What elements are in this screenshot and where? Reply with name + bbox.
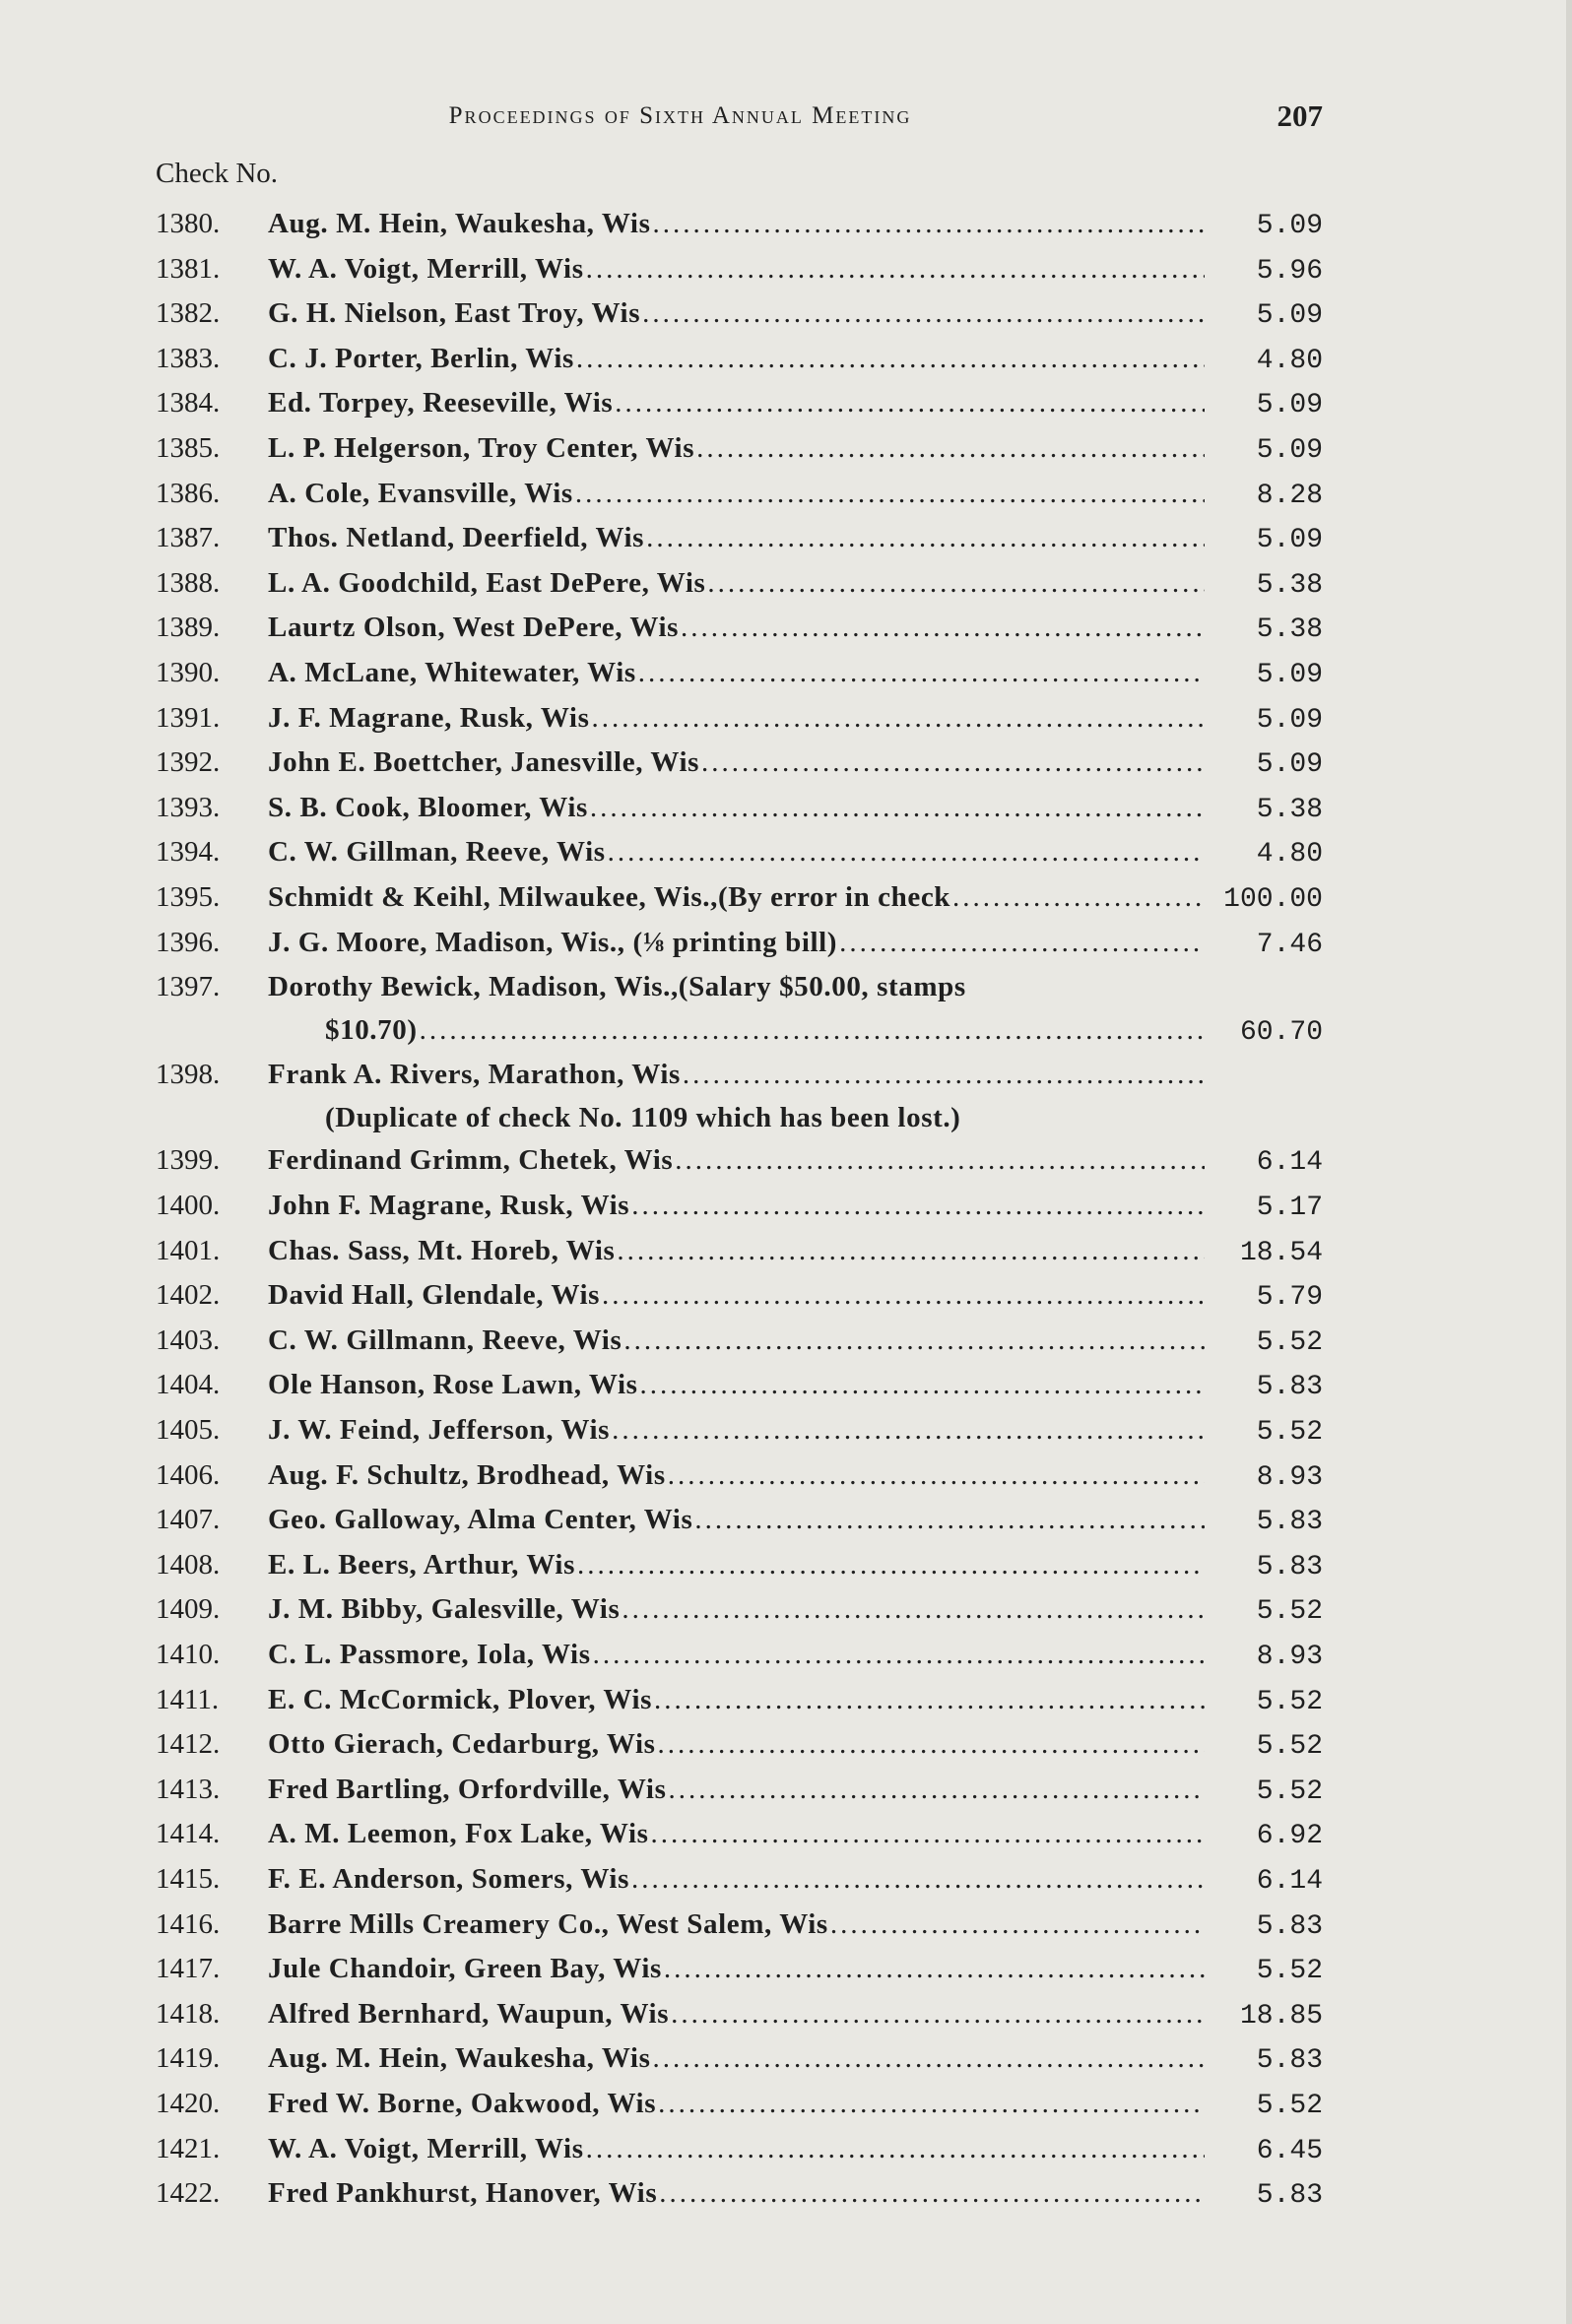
check-entry xyxy=(156,382,1323,427)
dot-leader xyxy=(694,427,1205,471)
check-entry xyxy=(156,2083,1323,2128)
dot-leader xyxy=(600,1274,1205,1318)
check-entry xyxy=(156,1454,1323,1500)
payee-text: G. H. Nielson, East Troy, Wis xyxy=(268,297,641,330)
amount: 5.52 xyxy=(1256,1596,1323,1628)
entry-line xyxy=(268,787,1323,832)
entry-line xyxy=(268,1499,1323,1544)
check-number: 1385. xyxy=(156,431,221,464)
dot-leader xyxy=(573,473,1205,516)
check-number: 1403. xyxy=(156,1323,221,1356)
entry-line xyxy=(268,1769,1323,1814)
dot-leader xyxy=(837,922,1205,965)
check-number: 1390. xyxy=(156,656,221,688)
payee-text: C. L. Passmore, Iola, Wis xyxy=(268,1639,591,1670)
check-entry xyxy=(156,248,1323,293)
payee-text: John E. Boettcher, Janesville, Wis xyxy=(268,746,699,779)
entry-line xyxy=(268,427,1323,473)
check-number: 1395. xyxy=(156,880,221,913)
check-entry xyxy=(156,1588,1323,1634)
entry-line xyxy=(268,1364,1323,1409)
amount: 5.52 xyxy=(1256,1326,1323,1358)
entry-line xyxy=(268,203,1323,248)
dot-leader xyxy=(679,607,1205,650)
entry-line xyxy=(268,2037,1323,2083)
amount: 8.93 xyxy=(1256,1461,1323,1493)
amount: 5.38 xyxy=(1256,569,1323,601)
dot-leader xyxy=(584,2128,1205,2171)
check-entry xyxy=(156,652,1323,697)
dot-leader xyxy=(649,1813,1206,1856)
amount: 8.93 xyxy=(1256,1642,1323,1672)
amount: 5.52 xyxy=(1256,2090,1323,2121)
payee-text: L. P. Helgerson, Troy Center, Wis xyxy=(268,431,695,464)
entry-line xyxy=(268,742,1323,787)
amount: 5.83 xyxy=(1256,1910,1323,1942)
check-entry xyxy=(156,1054,1323,1139)
entry-line xyxy=(268,1904,1323,1949)
dot-leader xyxy=(666,1769,1205,1812)
entry-line xyxy=(268,2083,1323,2128)
payee-text: Otto Gierach, Cedarburg, Wis xyxy=(268,1728,656,1761)
dot-leader xyxy=(591,1634,1205,1677)
check-entry xyxy=(156,1185,1323,1230)
check-number: 1397. xyxy=(156,971,221,1003)
amount: 6.45 xyxy=(1256,2135,1323,2166)
entry-line xyxy=(268,1723,1323,1769)
amount: 5.17 xyxy=(1256,1193,1323,1224)
check-number: 1400. xyxy=(156,1190,221,1222)
payee-text: Chas. Sass, Mt. Horeb, Wis xyxy=(268,1234,616,1266)
entry-line xyxy=(268,876,1323,922)
payee-text: Aug. M. Hein, Waukesha, Wis xyxy=(268,2042,651,2075)
dot-leader xyxy=(636,652,1205,695)
payee-text: Aug. F. Schultz, Brodhead, Wis xyxy=(268,1458,666,1491)
entry-line xyxy=(268,562,1323,608)
dot-leader xyxy=(610,1409,1205,1452)
check-entry xyxy=(156,1409,1323,1454)
dot-leader xyxy=(622,1320,1205,1363)
amount: 5.09 xyxy=(1256,211,1323,241)
entry-line xyxy=(268,517,1323,562)
check-entry xyxy=(156,2128,1323,2173)
check-entry xyxy=(156,1948,1323,1993)
amount: 5.38 xyxy=(1256,614,1323,646)
dot-leader xyxy=(615,1230,1205,1273)
payee-text: Ole Hanson, Rose Lawn, Wis xyxy=(268,1369,638,1401)
payee-text: W. A. Voigt, Merrill, Wis xyxy=(268,252,584,285)
check-number: 1406. xyxy=(156,1458,221,1491)
check-number: 1402. xyxy=(156,1279,221,1312)
check-entry xyxy=(156,473,1323,518)
dot-leader xyxy=(669,1993,1205,2036)
check-number: 1415. xyxy=(156,1862,221,1895)
page-header xyxy=(156,98,1323,142)
dot-leader xyxy=(950,876,1205,920)
entry-line xyxy=(268,1679,1323,1724)
check-entry xyxy=(156,607,1323,652)
amount: 5.96 xyxy=(1256,255,1323,287)
check-number: 1412. xyxy=(156,1728,221,1761)
amount: 5.83 xyxy=(1256,1507,1323,1538)
payee-text: L. A. Goodchild, East DePere, Wis xyxy=(268,566,706,599)
payee-text: Schmidt & Keihl, Milwaukee, Wis.,(By error in check xyxy=(268,880,951,913)
page-number: 207 xyxy=(1277,98,1323,133)
entry-line xyxy=(268,1993,1323,2038)
payee-text: Frank A. Rivers, Marathon, Wis xyxy=(268,1059,681,1091)
check-number: 1381. xyxy=(156,252,221,285)
check-number: 1386. xyxy=(156,477,221,509)
amount: 5.83 xyxy=(1256,1372,1323,1403)
check-number: 1393. xyxy=(156,791,221,823)
entry-line xyxy=(268,697,1323,742)
check-entry xyxy=(156,1993,1323,2038)
dot-leader xyxy=(584,248,1205,291)
amount: 6.14 xyxy=(1256,1865,1323,1897)
entry-line xyxy=(268,1274,1323,1320)
payee-text: Barre Mills Creamery Co., West Salem, Wis xyxy=(268,1907,828,1940)
amount: 6.92 xyxy=(1256,1821,1323,1852)
amount: 5.09 xyxy=(1256,300,1323,332)
check-number: 1380. xyxy=(156,208,221,239)
amount: 5.52 xyxy=(1256,1775,1323,1807)
payee-text: J. F. Magrane, Rusk, Wis xyxy=(268,701,590,734)
dot-leader xyxy=(656,1723,1205,1767)
amount: 5.09 xyxy=(1256,434,1323,466)
check-entry xyxy=(156,1679,1323,1724)
dot-leader xyxy=(673,1139,1205,1183)
dot-leader xyxy=(705,562,1205,606)
check-entry xyxy=(156,831,1323,876)
check-entry xyxy=(156,1904,1323,1949)
check-number: 1419. xyxy=(156,2042,221,2075)
check-number: 1394. xyxy=(156,836,221,869)
check-number: 1391. xyxy=(156,701,221,734)
page-edge-shadow xyxy=(1566,0,1572,2324)
check-number: 1418. xyxy=(156,1997,221,2030)
entry-line xyxy=(268,1185,1323,1230)
check-number: 1388. xyxy=(156,566,221,599)
payee-text: Ed. Torpey, Reeseville, Wis xyxy=(268,387,614,420)
dot-leader xyxy=(575,1544,1205,1587)
dot-leader xyxy=(828,1904,1205,1947)
dot-leader xyxy=(650,2037,1205,2081)
check-number: 1409. xyxy=(156,1593,221,1626)
check-entry xyxy=(156,427,1323,473)
amount: 5.52 xyxy=(1256,1956,1323,1987)
entry-line xyxy=(268,248,1323,293)
amount: 5.09 xyxy=(1256,390,1323,421)
check-entry xyxy=(156,1230,1323,1275)
entry-line xyxy=(268,1454,1323,1500)
amount: 5.38 xyxy=(1256,794,1323,825)
check-number: 1396. xyxy=(156,926,221,958)
payee-text: C. J. Porter, Berlin, Wis xyxy=(268,342,574,374)
dot-leader xyxy=(629,1858,1205,1902)
payee-text: A. McLane, Whitewater, Wis xyxy=(268,656,636,688)
dot-leader xyxy=(652,1679,1205,1722)
entry-line xyxy=(268,1054,1323,1097)
check-entry xyxy=(156,966,1323,1054)
check-number: 1404. xyxy=(156,1369,221,1401)
payee-text: Ferdinand Grimm, Chetek, Wis xyxy=(268,1144,674,1177)
payee-text: F. E. Anderson, Somers, Wis xyxy=(268,1862,629,1895)
payee-text: C. W. Gillman, Reeve, Wis xyxy=(268,836,606,869)
payee-text: W. A. Voigt, Merrill, Wis xyxy=(268,2132,584,2164)
payee-text: J. G. Moore, Madison, Wis., (⅛ printing bill) xyxy=(268,926,838,958)
entry-line xyxy=(268,338,1323,383)
dot-leader xyxy=(699,742,1205,785)
entry-line xyxy=(268,1409,1323,1454)
entry-line xyxy=(268,382,1323,427)
check-entry xyxy=(156,876,1323,922)
payee-text: Alfred Bernhard, Waupun, Wis xyxy=(268,1997,670,2030)
entry-line xyxy=(268,2172,1323,2218)
amount: 4.80 xyxy=(1256,839,1323,871)
check-number: 1405. xyxy=(156,1414,221,1447)
entry-line xyxy=(268,1948,1323,1993)
amount: 5.09 xyxy=(1256,659,1323,690)
check-number: 1392. xyxy=(156,746,221,779)
amount: 5.09 xyxy=(1256,749,1323,781)
check-number: 1387. xyxy=(156,522,221,554)
amount: 6.14 xyxy=(1256,1147,1323,1179)
check-number: 1411. xyxy=(156,1683,220,1715)
payee-text: A. M. Leemon, Fox Lake, Wis xyxy=(268,1818,649,1850)
amount: 5.83 xyxy=(1256,1551,1323,1582)
entry-line xyxy=(268,2128,1323,2173)
amount: 4.80 xyxy=(1256,345,1323,376)
amount: 5.79 xyxy=(1256,1282,1323,1314)
payee-text: John F. Magrane, Rusk, Wis xyxy=(268,1190,630,1222)
check-number: 1422. xyxy=(156,2177,221,2210)
check-number: 1383. xyxy=(156,342,221,374)
check-entry xyxy=(156,1858,1323,1904)
check-number: 1382. xyxy=(156,297,221,330)
entry-line xyxy=(268,652,1323,697)
payee-text: J. M. Bibby, Galesville, Wis xyxy=(268,1593,621,1626)
entry-line xyxy=(268,1634,1323,1679)
dot-leader xyxy=(589,697,1205,741)
payee-text: Fred W. Borne, Oakwood, Wis xyxy=(268,2087,657,2119)
check-entry xyxy=(156,1364,1323,1409)
amount: 5.09 xyxy=(1256,704,1323,736)
amount: 18.54 xyxy=(1239,1237,1323,1268)
dot-leader xyxy=(657,2172,1205,2216)
payee-text: E. L. Beers, Arthur, Wis xyxy=(268,1548,575,1581)
dot-leader xyxy=(606,831,1205,874)
check-list xyxy=(156,203,1323,2218)
payee-text: A. Cole, Evansville, Wis xyxy=(268,477,573,509)
check-entry xyxy=(156,562,1323,608)
payee-text: Laurtz Olson, West DePere, Wis xyxy=(268,612,680,644)
check-entry xyxy=(156,1499,1323,1544)
dot-leader xyxy=(588,787,1205,830)
amount: 5.09 xyxy=(1256,525,1323,556)
check-entry xyxy=(156,2172,1323,2218)
payee-text: Aug. M. Hein, Waukesha, Wis xyxy=(268,208,651,239)
entry-line xyxy=(268,473,1323,518)
check-entry xyxy=(156,338,1323,383)
amount: 5.52 xyxy=(1256,1731,1323,1763)
check-entry xyxy=(156,742,1323,787)
check-number: 1414. xyxy=(156,1818,221,1850)
entry-line xyxy=(268,1230,1323,1275)
check-number: 1407. xyxy=(156,1504,221,1536)
dot-leader xyxy=(692,1499,1205,1542)
dot-leader xyxy=(620,1588,1205,1632)
check-number: 1389. xyxy=(156,612,221,644)
entry-line xyxy=(268,922,1323,967)
dot-leader xyxy=(656,2083,1205,2126)
dot-leader xyxy=(574,338,1205,381)
check-entry xyxy=(156,1723,1323,1769)
check-number: 1413. xyxy=(156,1773,221,1805)
amount: 100.00 xyxy=(1223,883,1323,915)
entry-line xyxy=(268,1588,1323,1634)
amount: 5.52 xyxy=(1256,1686,1323,1717)
check-entry xyxy=(156,1813,1323,1858)
check-number: 1410. xyxy=(156,1639,221,1670)
payee-text: David Hall, Glendale, Wis xyxy=(268,1279,601,1312)
running-title: Proceedings of Sixth Annual Meeting xyxy=(448,102,912,129)
check-number: 1401. xyxy=(156,1234,221,1266)
payee-text: E. C. McCormick, Plover, Wis xyxy=(268,1683,653,1715)
entry-continuation-line xyxy=(325,1009,1323,1055)
payee-text: Geo. Galloway, Alma Center, Wis xyxy=(268,1504,693,1536)
check-number: 1408. xyxy=(156,1548,221,1581)
entry-line xyxy=(268,1320,1323,1365)
check-number: 1398. xyxy=(156,1059,221,1091)
amount: 60.70 xyxy=(1239,1016,1323,1048)
payee-text: S. B. Cook, Bloomer, Wis xyxy=(268,791,588,823)
payee-text: J. W. Feind, Jefferson, Wis xyxy=(268,1414,611,1447)
dot-leader xyxy=(662,1948,1205,1991)
amount: 5.52 xyxy=(1256,1417,1323,1449)
dot-leader xyxy=(644,517,1205,560)
amount: 8.28 xyxy=(1256,480,1323,511)
check-entry xyxy=(156,2037,1323,2083)
check-entry xyxy=(156,697,1323,742)
check-number-heading: Check No. xyxy=(156,158,279,189)
dot-leader xyxy=(613,382,1205,425)
check-number: 1399. xyxy=(156,1144,221,1177)
check-number: 1384. xyxy=(156,387,221,420)
amount: 5.83 xyxy=(1256,2045,1323,2077)
check-entry xyxy=(156,1769,1323,1814)
payee-text: C. W. Gillmann, Reeve, Wis xyxy=(268,1323,622,1356)
payee-text: Fred Pankhurst, Hanover, Wis xyxy=(268,2177,658,2210)
check-entry xyxy=(156,292,1323,338)
amount: 7.46 xyxy=(1256,929,1323,960)
check-entry xyxy=(156,1139,1323,1185)
entry-note: (Duplicate of check No. 1109 which has been lost.) xyxy=(325,1101,961,1133)
check-entry xyxy=(156,1544,1323,1589)
payee-text-continued: $10.70) xyxy=(325,1013,418,1046)
check-number: 1417. xyxy=(156,1953,221,1985)
check-number: 1416. xyxy=(156,1907,221,1940)
amount: 5.83 xyxy=(1256,2180,1323,2212)
entry-line xyxy=(268,1813,1323,1858)
dot-leader xyxy=(650,203,1205,246)
check-number: 1421. xyxy=(156,2132,221,2164)
dot-leader xyxy=(418,1009,1205,1053)
check-entry xyxy=(156,1634,1323,1679)
entry-line xyxy=(268,966,1323,1009)
dot-leader xyxy=(638,1364,1206,1407)
payee-text: Dorothy Bewick, Madison, Wis.,(Salary $50.00, stamps xyxy=(268,971,966,1003)
check-entry xyxy=(156,203,1323,248)
entry-line xyxy=(268,831,1323,876)
dot-leader xyxy=(666,1454,1205,1498)
check-entry xyxy=(156,922,1323,967)
payee-text: Thos. Netland, Deerfield, Wis xyxy=(268,522,645,554)
check-entry xyxy=(156,787,1323,832)
entry-line xyxy=(268,292,1323,338)
payee-text: Jule Chandoir, Green Bay, Wis xyxy=(268,1953,662,1985)
check-entry xyxy=(156,1320,1323,1365)
payee-text: Fred Bartling, Orfordville, Wis xyxy=(268,1773,667,1805)
check-number: 1420. xyxy=(156,2087,221,2119)
check-entry xyxy=(156,1274,1323,1320)
dot-leader xyxy=(629,1185,1205,1228)
entry-line xyxy=(268,1858,1323,1904)
dot-leader xyxy=(681,1054,1205,1097)
entry-line xyxy=(268,607,1323,652)
entry-line xyxy=(268,1544,1323,1589)
entry-line xyxy=(268,1139,1323,1185)
check-entry xyxy=(156,517,1323,562)
amount: 18.85 xyxy=(1239,2000,1323,2032)
dot-leader xyxy=(640,292,1205,336)
